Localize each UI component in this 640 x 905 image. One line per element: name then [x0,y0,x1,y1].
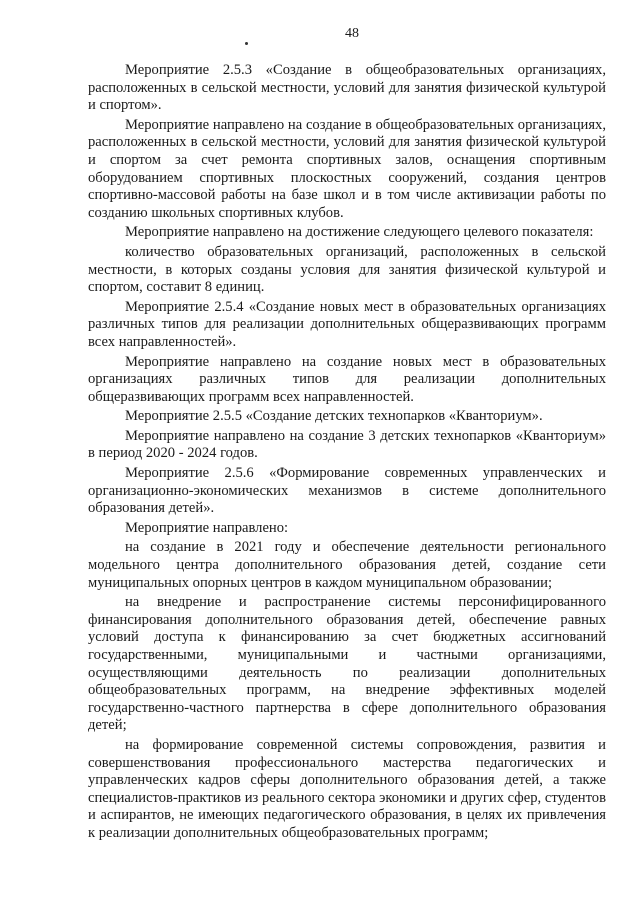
page-number: 48 [345,26,359,41]
paragraph-event-2-5-4-description: Мероприятие направлено на создание новых мест в образовательных организациях различных типов для реализации дополнительных общеразвивающих программ всех направленностей. [88,353,606,405]
paragraph-target-indicator-value: количество образовательных организаций, расположенных в сельской местности, в которых созданы условия для занятия физической культурой и спортом, составит 8 единиц. [88,243,606,296]
paragraph-event-2-5-6-intro: Мероприятие направлено: [125,519,289,536]
scan-speck [245,42,248,45]
paragraph-event-2-5-3-title: Мероприятие 2.5.3 «Создание в общеобразовательных организациях, расположенных в сельской местности, условий для занятия физической культурой и спортом». [88,62,606,114]
paragraph-event-2-5-4-title: Мероприятие 2.5.4 «Создание новых мест в образовательных организациях различных типов для реализации дополнительных общеразвивающих программ всех направленностей». [88,298,606,350]
paragraph-event-2-5-6-title: Мероприятие 2.5.6 «Формирование современных управленческих и организационно-экономических механизмов в системе дополнительного образования детей». [88,465,606,517]
paragraph-event-2-5-5-title: Мероприятие 2.5.5 «Создание детских технопарков «Кванториум». [125,408,543,425]
paragraph-event-2-5-3-description: Мероприятие направлено на создание в общеобразовательных организациях, расположенных в сельской местности, условий для занятия физической культурой и спортом за счет ремонта спортивных залов, оснащения спортивным оборудованием спортивных плоскостных сооружений, создания центров спортивно-массовой работы на базе школ и в том числе активизации работы по созданию школьных спортивных клубов. [88,116,606,221]
paragraph-event-2-5-6-item-1: на создание в 2021 году и обеспечение деятельности регионального модельного центра дополнительного образования детей, создание сети муниципальных опорных центров в каждом муниципальном образовании; [88,539,606,591]
paragraph-event-2-5-5-description: Мероприятие направлено на создание 3 детских технопарков «Кванториум» в период 2020 - 2024 годов. [88,427,606,462]
paragraph-target-indicator-intro: Мероприятие направлено на достижение следующего целевого показателя: [125,224,594,241]
paragraph-event-2-5-6-item-3: на формирование современной системы сопровождения, развития и совершенствования профессионального мастерства педагогических и управленческих кадров сферы дополнительного образования детей, а также специалистов-практиков из реального сектора экономики и других сфер, студентов и аспирантов, не имеющих педагогического образования, в целях их привлечения к реализации дополнительных общеобразовательных программ; [88,736,606,841]
paragraph-event-2-5-6-item-2: на внедрение и распространение системы персонифицированного финансирования дополнительного образования детей, обеспечение равных условий доступа к финансированию за счет бюджетных ассигнований государственными, муниципальными и частными организациями, осуществляющими деятельность по реализации дополнительных общеобразовательных программ, на внедрение эффективных моделей государственно-частного партнерства в сфере дополнительного образования детей; [88,594,606,734]
